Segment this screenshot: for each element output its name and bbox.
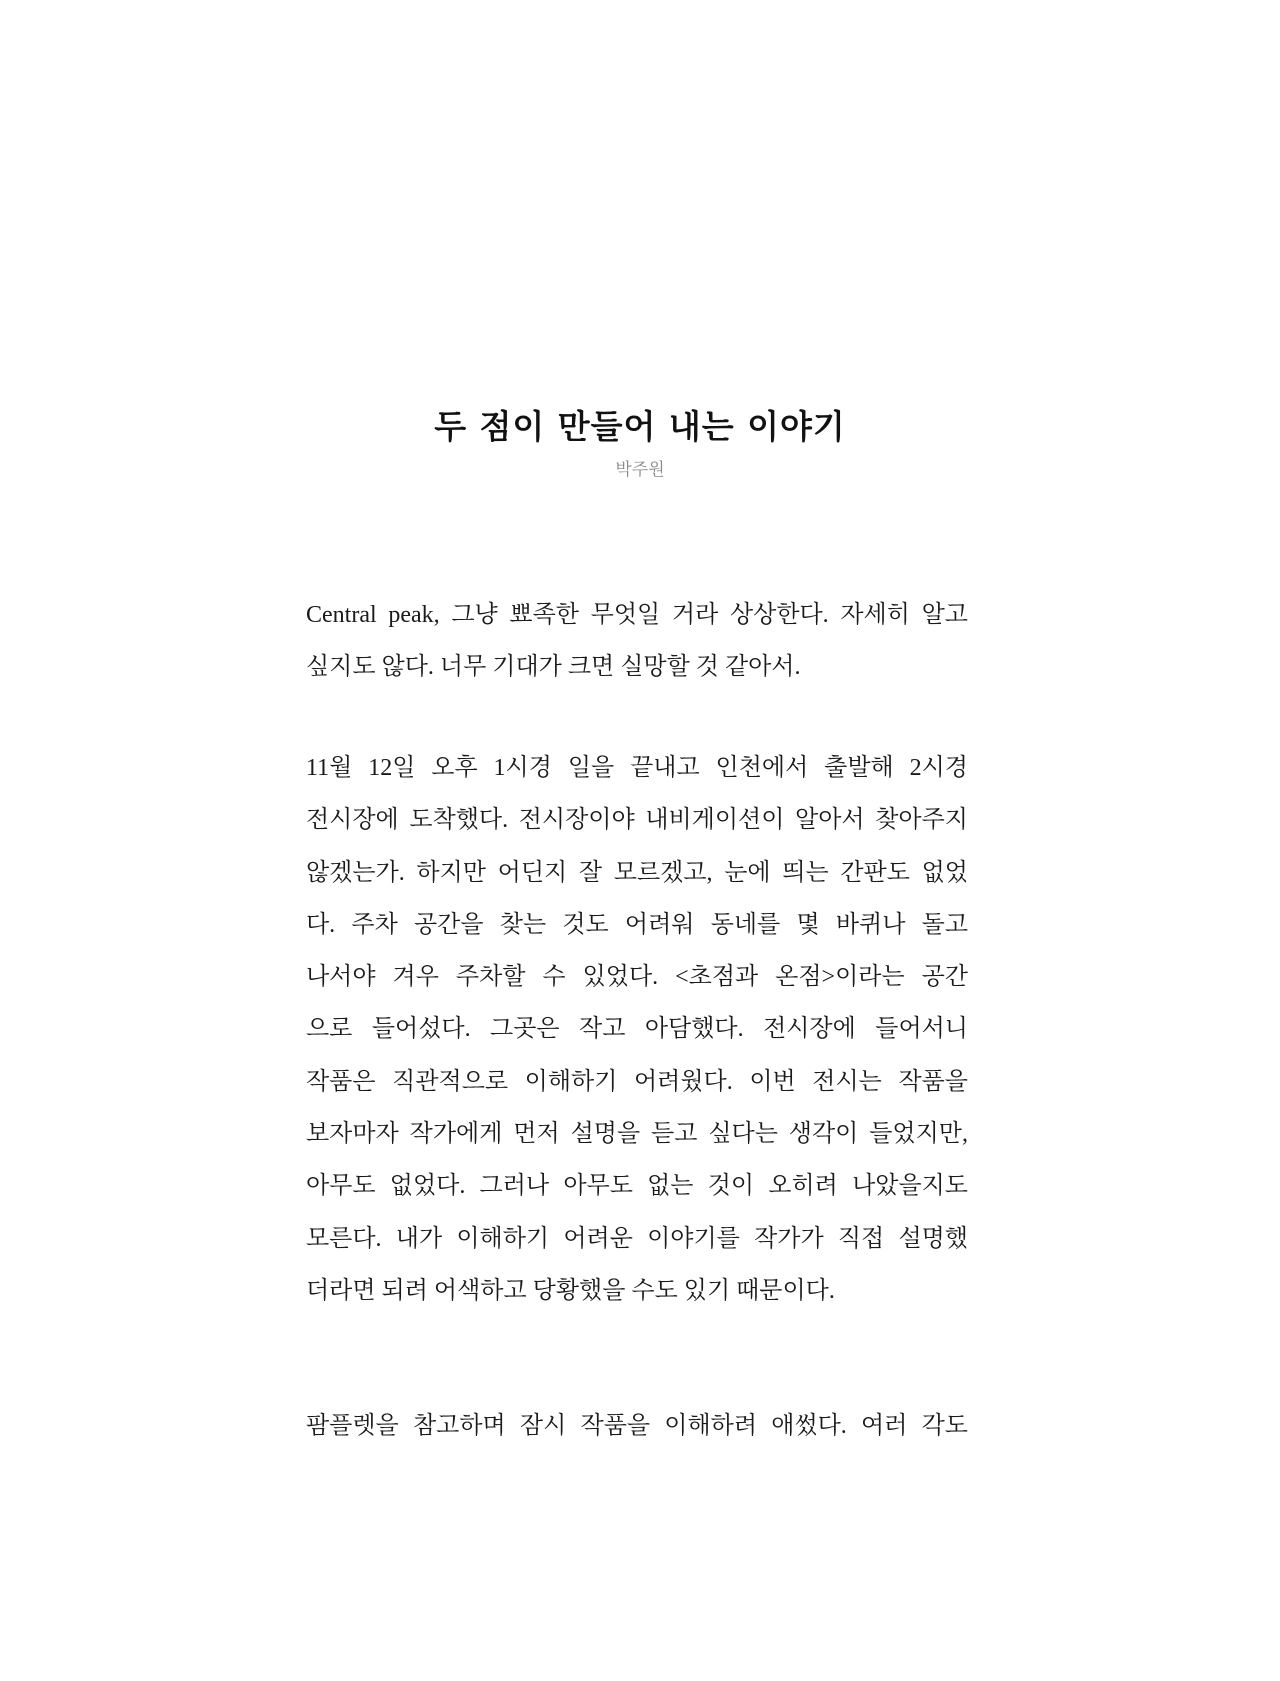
article-title: 두 점이 만들어 내는 이야기 bbox=[434, 407, 846, 447]
text-line: 으로 들어섰다. 그곳은 작고 아담했다. 전시장에 들어서니 bbox=[306, 1016, 968, 1043]
text-line: 팜플렛을 참고하며 잠시 작품을 이해하려 애썼다. 여러 각도 bbox=[306, 1413, 968, 1439]
article-author: 박주원 bbox=[615, 460, 665, 480]
text-line: 나서야 겨우 주차할 수 있었다. <초점과 온점>이라는 공간 bbox=[306, 964, 968, 991]
text-line: 다. 주차 공간을 찾는 것도 어려워 동네를 몇 바퀴나 돌고 bbox=[306, 911, 968, 938]
text-line: 보자마자 작가에게 먼저 설명을 듣고 싶다는 생각이 들었지만, bbox=[306, 1121, 968, 1148]
text-line: 작품은 직관적으로 이해하기 어려웠다. 이번 전시는 작품을 bbox=[306, 1068, 968, 1095]
text-line: 전시장에 도착했다. 전시장이야 내비게이션이 알아서 찾아주지 bbox=[306, 807, 968, 834]
text-line: 싶지도 않다. 너무 기대가 크면 실망할 것 같아서. bbox=[306, 654, 801, 681]
text-line: 않겠는가. 하지만 어딘지 잘 모르겠고, 눈에 띄는 간판도 없었 bbox=[306, 859, 968, 886]
text-line: 11월 12일 오후 1시경 일을 끝내고 인천에서 출발해 2시경 bbox=[306, 755, 968, 781]
text-line: 아무도 없었다. 그러나 아무도 없는 것이 오히려 나았을지도 bbox=[306, 1173, 968, 1200]
text-line: Central peak, 그냥 뾰족한 무엇일 거라 상상한다. 자세히 알고 bbox=[306, 602, 968, 628]
paragraph bbox=[306, 742, 968, 1317]
paragraph bbox=[306, 589, 968, 694]
paragraph bbox=[306, 1400, 968, 1452]
text-line: 모른다. 내가 이해하기 어려운 이야기를 작가가 직접 설명했 bbox=[306, 1225, 968, 1252]
text-line: 더라면 되려 어색하고 당황했을 수도 있기 때문이다. bbox=[306, 1277, 835, 1304]
